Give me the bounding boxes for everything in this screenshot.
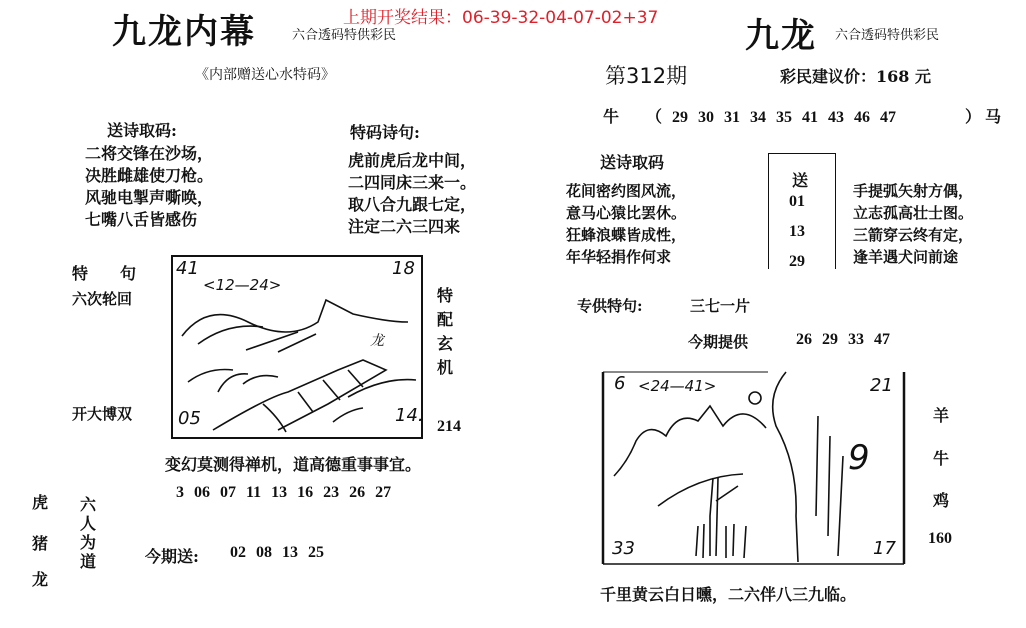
poem-line: 花间密约图风流， <box>566 182 687 200</box>
poem-line: 年华轻捐作何求 <box>566 248 672 266</box>
poem-line: 二将交锋在沙场， <box>85 144 214 163</box>
special-1: 六次轮回 <box>72 290 133 308</box>
sketch-bl-number: 33 <box>612 538 635 559</box>
left-subtitle: 六合透码特供彩民 <box>292 28 397 43</box>
banner: 《内部赠送心水特码》 <box>195 67 335 83</box>
side-zodiac: 羊 <box>933 406 950 425</box>
zodiac-3: 龙 <box>32 570 49 589</box>
provide-numbers: 26 29 33 47 <box>796 331 890 348</box>
sketch-tl-number: 6 <box>614 373 626 394</box>
poem-line: 决胜雌雄使刀枪。 <box>85 166 214 185</box>
zodiac-1: 虎 <box>32 493 49 512</box>
gift-label: 送 <box>792 171 809 190</box>
left-title: 九龙内幕 <box>112 12 256 52</box>
poem-line: 逢羊遇犬问前途 <box>853 248 959 266</box>
left-numbers: 3 06 07 11 13 16 23 26 27 <box>176 484 392 501</box>
sketch-br-number: 17 <box>873 538 896 559</box>
poem-line: 手提弧矢射方偶， <box>853 182 974 200</box>
poem-line: 虎前虎后龙中间， <box>348 151 477 170</box>
issue-number: 第312期 <box>605 64 688 88</box>
poem-line: 七嘴八舌皆感伤 <box>85 210 198 229</box>
gift-number: 13 <box>789 223 805 240</box>
poem-line: 三箭穿云终有定， <box>853 226 974 244</box>
sketch-br-number: 14. <box>395 405 424 426</box>
this-issue-label: 今期送: <box>145 547 199 566</box>
zodiac-left: 牛 <box>603 107 620 126</box>
poem-line: 二四同床三来一。 <box>348 173 477 192</box>
sketch-tr-number: 18 <box>392 258 415 279</box>
sketch-range: <12—24> <box>203 276 282 294</box>
right-poem-right <box>853 180 973 268</box>
special-sentence-label: 专供特句: <box>577 297 643 315</box>
zodiac-right: 马 <box>985 107 1002 126</box>
poem1-heading: 送诗取码: <box>107 121 177 140</box>
poem1 <box>85 143 213 231</box>
left-verse: 变幻莫测得禅机，道高德重事事宜。 <box>165 455 422 474</box>
poem-line: 意马心猿比罢休。 <box>566 204 687 222</box>
zodiac-close: ） <box>965 109 982 126</box>
zodiac-2: 猪 <box>32 534 49 553</box>
right-poem-left <box>566 180 686 268</box>
poem-line: 注定二六三四来 <box>348 217 461 236</box>
right-title: 九龙 <box>745 16 817 56</box>
sketch-range: <24—41> <box>638 377 717 395</box>
poem-line: 风驰电掣声嘶唤， <box>85 188 214 207</box>
sketch-tl-number: 41 <box>176 258 199 279</box>
vertical-phrase: 六人为道 <box>79 495 96 571</box>
poem-line: 狂蜂浪蝶皆成性， <box>566 226 687 244</box>
provide-label: 今期提供 <box>688 333 749 351</box>
sketch-bl-number: 05 <box>178 408 201 429</box>
zodiac-numbers: （ 29 30 31 34 35 41 43 46 47 <box>646 109 897 126</box>
sketch-dragon: 龙 <box>370 333 384 349</box>
right-verse: 千里黄云白日曛，二六伴八三九临。 <box>600 585 857 604</box>
gift-number: 29 <box>789 253 805 270</box>
poem-line: 立志孤高壮士图。 <box>853 204 974 222</box>
special-sentence-value: 三七一片 <box>690 297 751 315</box>
sketch-big-number: 9 <box>848 438 870 478</box>
side-zodiac: 牛 <box>933 449 950 468</box>
last-result: 上期开奖结果：06-39-32-04-07-02+37 <box>343 8 659 28</box>
right-subtitle: 六合透码特供彩民 <box>835 28 940 43</box>
special-label: 特 句 <box>72 264 137 283</box>
side-vertical: 特配玄机 <box>436 286 453 377</box>
side-zodiac: 鸡 <box>933 491 950 510</box>
side-number: 214 <box>437 418 461 435</box>
side-number: 160 <box>928 530 952 547</box>
gift-number: 01 <box>789 193 805 210</box>
right-poem-heading: 送诗取码 <box>600 153 665 172</box>
this-issue-numbers: 02 08 13 25 <box>230 544 324 561</box>
special-2: 开大博双 <box>72 405 133 423</box>
poem2-heading: 特码诗句: <box>350 123 420 142</box>
poem-line: 取八合九跟七定， <box>348 195 477 214</box>
poem2 <box>348 150 476 238</box>
price: 彩民建议价：168 元 <box>780 67 931 86</box>
sketch-tr-number: 21 <box>870 375 893 396</box>
